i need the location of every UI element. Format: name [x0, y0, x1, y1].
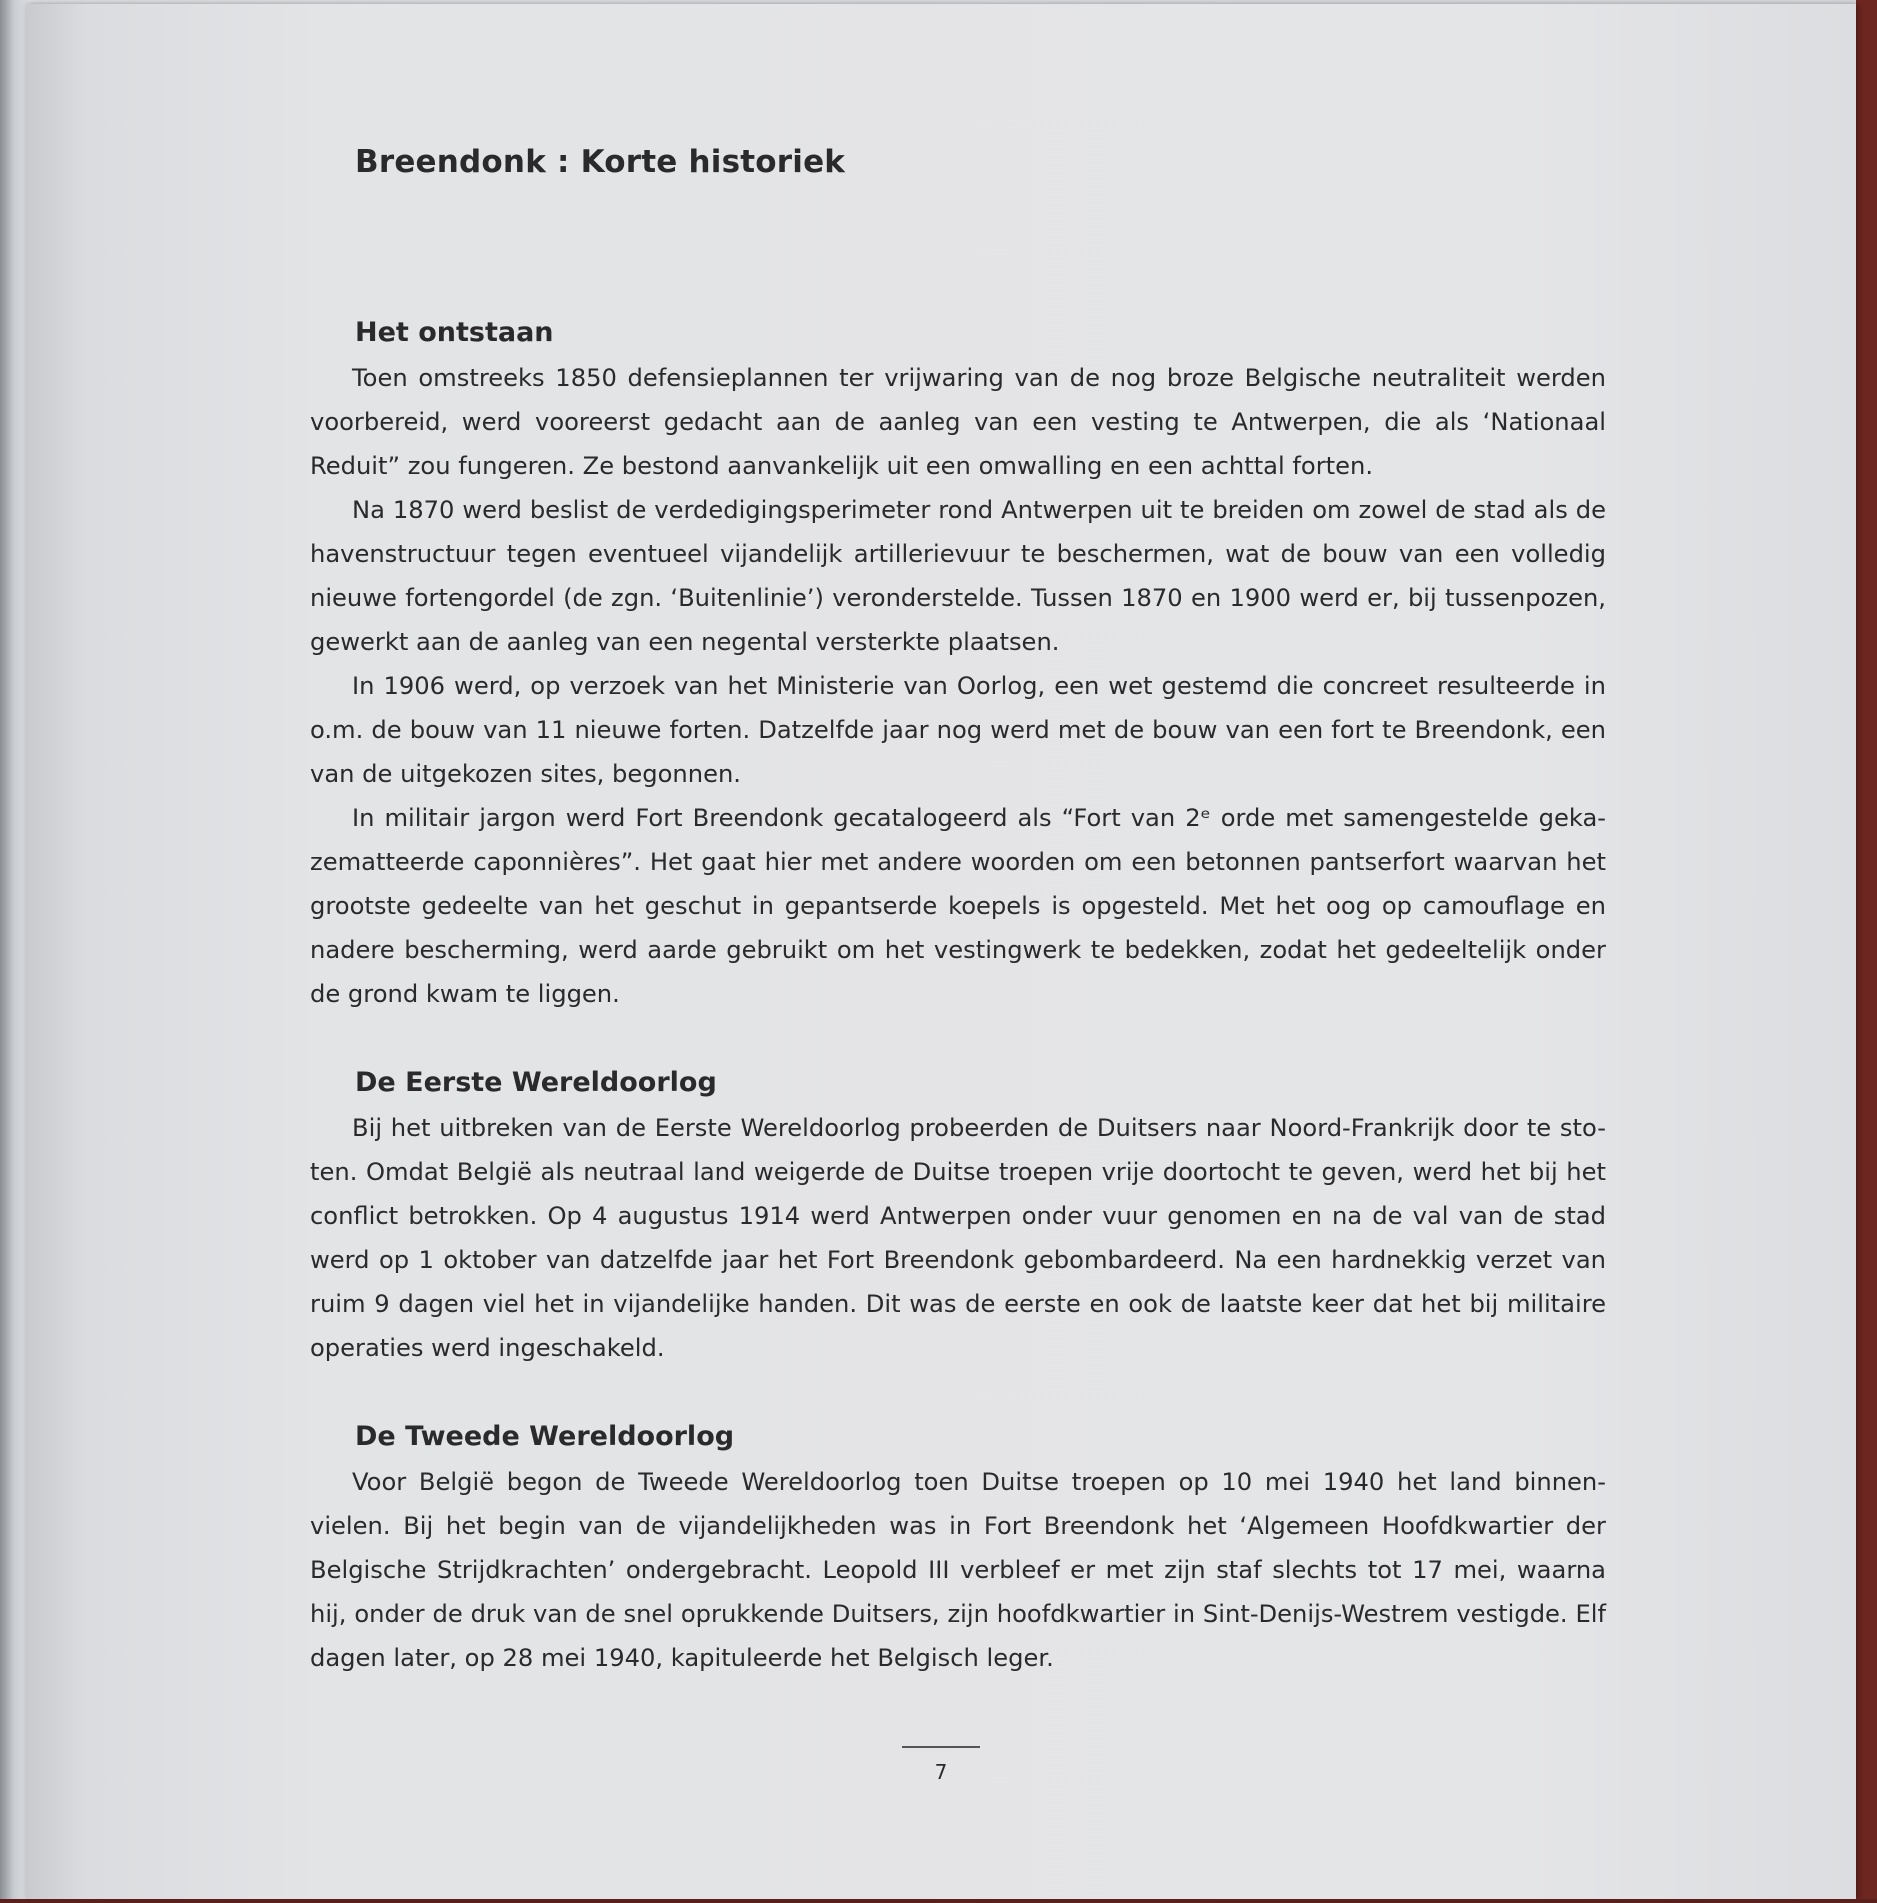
page-number: 7 [934, 1760, 948, 1784]
paragraph: Na 1870 werd beslist de verdedigingsperimeter rond Antwerpen uit te breiden om zowel de stad als de havenstructuur tegen eventueel vijandelijk artillerievuur te beschermen, wat de bouw van een volledig nieuwe fortengordel (de zgn. ‘Buitenlinie’) veronderstelde. Tussen 1870 en 1900 werd er, bij tussenpozen, gewerkt aan de aanleg van een negental versterkte plaatsen. [310, 496, 1606, 656]
book-bottom-edge [0, 1899, 1877, 1903]
paragraph: In militair jargon werd Fort Breendonk gecatalogeerd als “Fort van 2ᵉ orde met samengestelde geka-zematteerde caponnières”. Het gaat hier met andere woorden om een betonnen pantserfort waarvan het grootste gedeelte van het geschut in gepantserde koepels is opgesteld. Met het oog op camouflage en nadere bescherming, werd aarde gebruikt om het vestingwerk te bedekken, zodat het gedeeltelijk onder de grond kwam te liggen. [310, 804, 1606, 1008]
section-eerste-wereldoorlog [310, 1066, 1606, 1370]
section-tweede-wereldoorlog [310, 1420, 1606, 1680]
section-heading: Het ontstaan [355, 317, 554, 348]
paragraph: Toen omstreeks 1850 defensieplannen ter vrijwaring van de nog broze Belgische neutraliteit werden voorbereid, werd vooreerst gedacht aan de aanleg van een vesting te Antwerpen, die als ‘Nationaal Reduit” zou fungeren. Ze bestond aanvankelijk uit een omwalling en een achttal forten. [310, 364, 1606, 480]
footer-divider [902, 1746, 980, 1748]
paragraph: Voor België begon de Tweede Wereldoorlog toen Duitse troepen op 10 mei 1940 het land binnen-vielen. Bij het begin van de vijandelijkheden was in Fort Breendonk het ‘Algemeen Hoofdkwartier der Belgische Strijdkrachten’ ondergebracht. Leopold III verbleef er met zijn staf slechts tot 17 mei, waarna hij, onder de druk van de snel oprukkende Duitsers, zijn hoofdkwartier in Sint-Denijs-Westrem vestigde. Elf dagen later, op 28 mei 1940, kapituleerde het Belgisch leger. [310, 1468, 1606, 1672]
section-heading: De Eerste Wereldoorlog [355, 1067, 717, 1098]
page-footer [26, 1746, 1856, 1784]
book-cover-edge [1856, 0, 1877, 1903]
section-heading: De Tweede Wereldoorlog [355, 1421, 735, 1452]
paragraph: In 1906 werd, op verzoek van het Ministerie van Oorlog, een wet gestemd die concreet resulteerde in o.m. de bouw van 11 nieuwe forten. Datzelfde jaar nog werd met de bouw van een fort te Breendonk, een van de uitgekozen sites, begonnen. [310, 672, 1606, 788]
section-het-ontstaan [310, 316, 1606, 1016]
book-page [26, 4, 1856, 1899]
paragraph: Bij het uitbreken van de Eerste Wereldoorlog probeerden de Duitsers naar Noord-Frankrijk door te sto-ten. Omdat België als neutraal land weigerde de Duitse troepen vrije doortocht te geven, werd het bij het conflict betrokken. Op 4 augustus 1914 werd Antwerpen onder vuur genomen en na de val van de stad werd op 1 oktober van datzelfde jaar het Fort Breendonk gebombardeerd. Na een hardnekkig verzet van ruim 9 dagen viel het in vijandelijke handen. Dit was de eerste en ook de laatste keer dat het bij militaire operaties werd ingeschakeld. [310, 1114, 1606, 1362]
page-title: Breendonk : Korte historiek [355, 144, 846, 180]
page-content [310, 144, 1606, 1680]
